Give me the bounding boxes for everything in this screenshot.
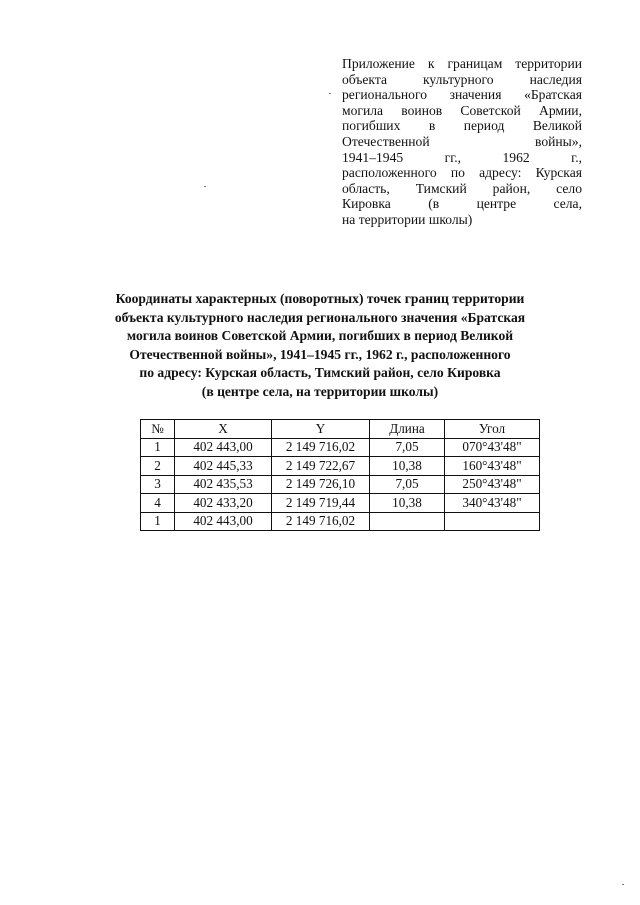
cell-length: 10,38 bbox=[370, 494, 445, 513]
cell-length: 7,05 bbox=[370, 475, 445, 494]
appendix-line: погибших в период Великой bbox=[342, 118, 582, 134]
cell-angle: 250°43'48" bbox=[445, 475, 540, 494]
cell-angle bbox=[445, 512, 540, 531]
title-line: объекта культурного наследия регионального значения «Братская bbox=[114, 309, 526, 325]
cell-length bbox=[370, 512, 445, 531]
appendix-line: область, Тимский район, село bbox=[342, 180, 582, 196]
cell-x: 402 445,33 bbox=[175, 457, 272, 476]
cell-y: 2 149 726,10 bbox=[272, 475, 370, 494]
appendix-line: регионального значения «Братская bbox=[342, 87, 582, 103]
cell-x: 402 443,00 bbox=[175, 512, 272, 531]
cell-number: 1 bbox=[141, 512, 175, 531]
cell-y: 2 149 722,67 bbox=[272, 457, 370, 476]
cell-angle: 340°43'48" bbox=[445, 494, 540, 513]
appendix-line: Приложение к границам территории bbox=[342, 56, 582, 71]
cell-length: 10,38 bbox=[370, 457, 445, 476]
appendix-line: объекта культурного наследия bbox=[342, 71, 582, 87]
appendix-note bbox=[342, 56, 582, 228]
scan-speck bbox=[329, 93, 331, 94]
table-row bbox=[141, 494, 540, 513]
cell-angle: 160°43'48" bbox=[445, 457, 540, 476]
title-line: по адресу: Курская область, Тимский район, село Кировка bbox=[139, 365, 501, 381]
header-angle: Угол bbox=[445, 420, 540, 439]
title-line: Отечественной войны», 1941–1945 гг., 1962 г., расположенного bbox=[129, 346, 511, 362]
cell-x: 402 435,53 bbox=[175, 475, 272, 494]
cell-x: 402 433,20 bbox=[175, 494, 272, 513]
title-line: Координаты характерных (поворотных) точек границ территории bbox=[115, 291, 525, 306]
header-length: Длина bbox=[370, 420, 445, 439]
header-x: X bbox=[175, 420, 272, 439]
cell-y: 2 149 719,44 bbox=[272, 494, 370, 513]
table-row bbox=[141, 438, 540, 457]
scan-speck bbox=[204, 186, 206, 187]
appendix-line: 1941–1945 гг., 1962 г., bbox=[342, 149, 582, 165]
title-line: (в центре села, на территории школы) bbox=[201, 383, 439, 399]
table-header-row bbox=[141, 420, 540, 439]
document-title bbox=[60, 290, 580, 402]
appendix-line: расположенного по адресу: Курская bbox=[342, 165, 582, 181]
cell-x: 402 443,00 bbox=[175, 438, 272, 457]
cell-y: 2 149 716,02 bbox=[272, 512, 370, 531]
cell-number: 4 bbox=[141, 494, 175, 513]
cell-y: 2 149 716,02 bbox=[272, 438, 370, 457]
scan-speck bbox=[622, 884, 624, 885]
header-y: Y bbox=[272, 420, 370, 439]
cell-number: 2 bbox=[141, 457, 175, 476]
cell-angle: 070°43'48" bbox=[445, 438, 540, 457]
table-row bbox=[141, 475, 540, 494]
cell-number: 3 bbox=[141, 475, 175, 494]
appendix-line: могила воинов Советской Армии, bbox=[342, 102, 582, 118]
table-row bbox=[141, 512, 540, 531]
appendix-line: на территории школы) bbox=[342, 211, 473, 227]
appendix-line: Отечественной войны», bbox=[342, 133, 582, 149]
title-line: могила воинов Советской Армии, погибших в период Великой bbox=[126, 328, 514, 344]
table-row bbox=[141, 457, 540, 476]
header-number: № bbox=[141, 420, 175, 439]
cell-length: 7,05 bbox=[370, 438, 445, 457]
coordinates-table bbox=[140, 419, 540, 531]
appendix-line: Кировка (в центре села, bbox=[342, 196, 582, 212]
cell-number: 1 bbox=[141, 438, 175, 457]
